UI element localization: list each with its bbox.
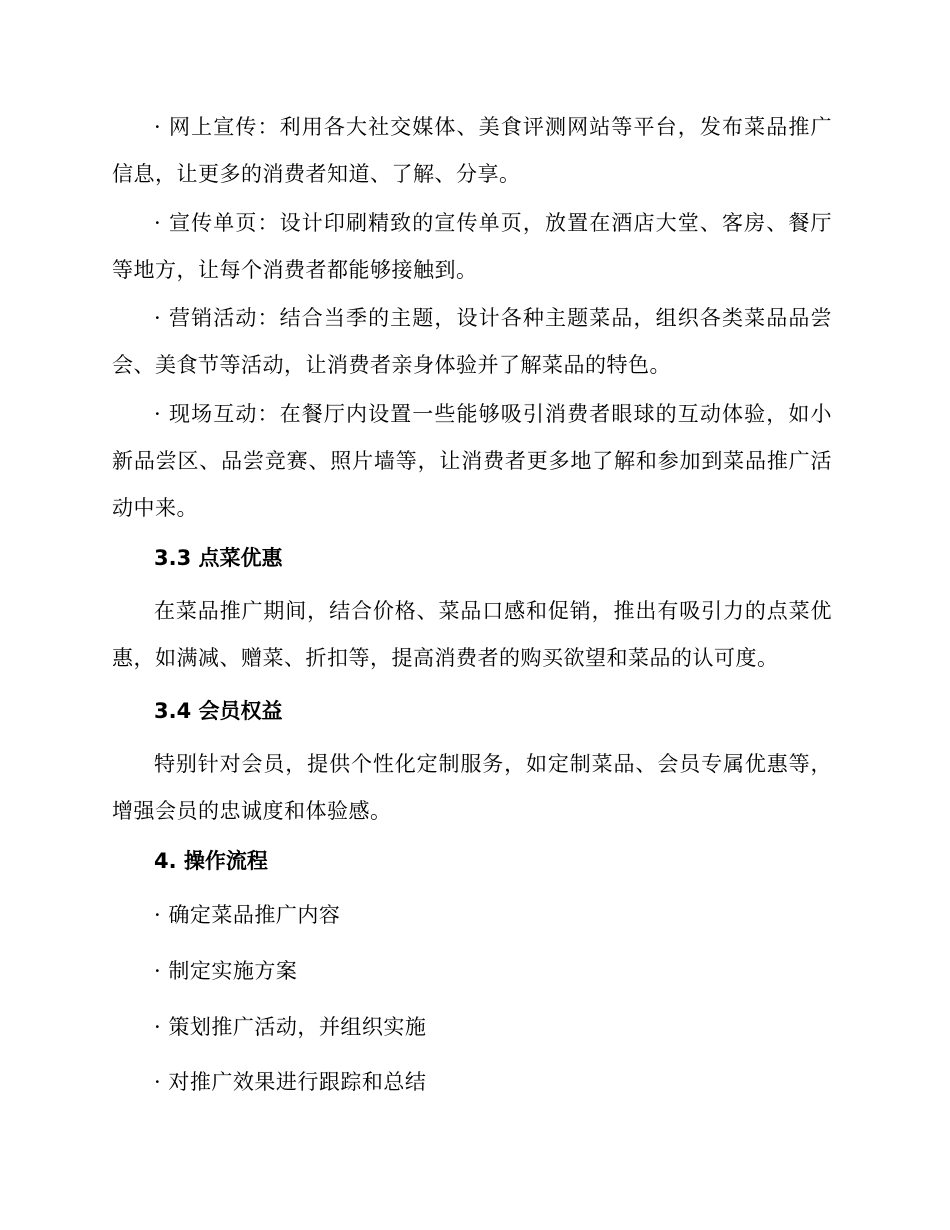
list-item: · 确定菜品推广内容 (154, 903, 341, 927)
heading-4: 4. 操作流程 (154, 849, 268, 873)
paragraph-flyers: · 宣传单页：设计印刷精致的宣传单页，放置在酒店大堂、客房、餐厅等地方，让每个消费者都能够接触到。 (112, 211, 832, 282)
paragraph-marketing-events: · 营销活动：结合当季的主题，设计各种主题菜品，组织各类菜品品尝会、美食节等活动，让消费者亲身体验并了解菜品的特色。 (112, 306, 832, 377)
paragraph-online-promotion: · 网上宣传：利用各大社交媒体、美食评测网站等平台，发布菜品推广信息，让更多的消费者知道、了解、分享。 (112, 115, 832, 186)
heading-3-3: 3.3 点菜优惠 (154, 546, 283, 570)
paragraph-ordering-discount: 在菜品推广期间，结合价格、菜品口感和促销，推出有吸引力的点菜优惠，如满减、赠菜、折扣等，提高消费者的购买欲望和菜品的认可度。 (112, 599, 832, 670)
heading-3-4: 3.4 会员权益 (154, 699, 283, 723)
list-item: · 策划推广活动，并组织实施 (154, 1015, 427, 1039)
list-item: · 对推广效果进行跟踪和总结 (154, 1070, 427, 1094)
list-item: · 制定实施方案 (154, 959, 298, 983)
paragraph-onsite-interaction: · 现场互动：在餐厅内设置一些能够吸引消费者眼球的互动体验，如小新品尝区、品尝竞赛、照片墙等，让消费者更多地了解和参加到菜品推广活动中来。 (112, 402, 832, 520)
paragraph-member-benefits: 特别针对会员，提供个性化定制服务，如定制菜品、会员专属优惠等，增强会员的忠诚度和体验感。 (112, 752, 832, 823)
